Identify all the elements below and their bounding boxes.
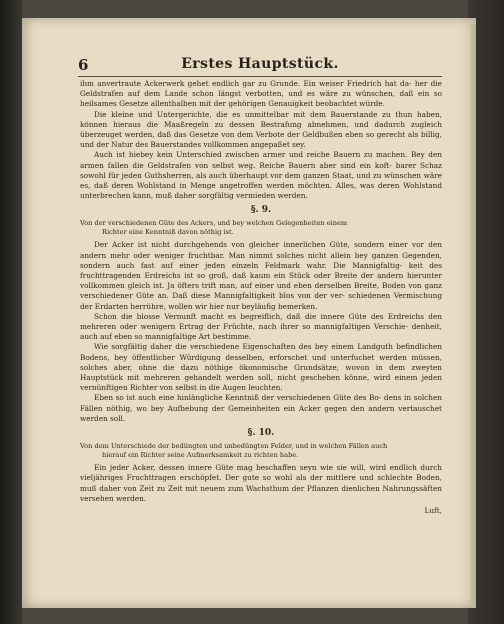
section-heading: §. 9. xyxy=(250,205,272,216)
section-summary-line: Von der verschiedenen Güte des Ackers, und bey welchen Gelegenheiten einem xyxy=(80,219,348,228)
header-rule xyxy=(78,76,442,77)
paragraph: Schon die blosse Vernunft macht es begreiflich, daß die innere Güte des Erdreichs den mehreren oder wenigern Ertrag der Früchte, nach ihrer so mannigfaltigen Verschie- denheit, auch auf eben so mannigfaltige Art bestimme. xyxy=(80,311,442,342)
page-text xyxy=(80,79,442,516)
page-edge xyxy=(470,24,476,604)
page-header xyxy=(78,56,442,74)
paragraph: Der Acker ist nicht durchgehends von gleicher innerlichen Güte, sondern einer vor den andern mehr oder weniger fruchtbar. Man nimmt solches nicht allein bey ganzen Gegenden, sondern auch fast auf einer jeden einzeln Feldmark wahr. Die Mannigfaltig- keit des fruchttragenden Erdreichs ist so groß, daß kaum ein Stück oder Breite der andern hierunter vollkommen gleich ist. Ja öfters trift man, auf einer und eben derselben Breite, Boden von ganz verschiedener Güte an. Daß diese Mannigfaltigkeit blos von der ver- schiedenen Vermischung der Erdarten herrühre, wollen wir hier nur beyläufig bemerken. xyxy=(80,240,442,311)
section-summary-line: Richter eine Kenntniß davon nöthig ist. xyxy=(102,228,234,237)
section-summary-line: Von dem Unterschiede der bedüngten und unbedüngten Felder, und in welchen Fällen auch xyxy=(80,442,388,451)
book-spine-shadow xyxy=(0,0,22,624)
section-summary xyxy=(80,219,442,237)
paragraph: ihm anvertraute Ackerwerk gehet endlich gar zu Grunde. Ein weiser Friedrich hat da- her die Geldstrafen auf dem Lande schon längst verbotten, und es wäre zu wünschen, daß ein so heilsames Gesetze allenthalben mit der gehörigen Genauigkeit beobachtet würde. xyxy=(80,79,442,109)
running-head: Erstes Hauptstück. xyxy=(181,56,339,72)
paragraph: Die kleine und Untergerichte, die es unmittelbar mit dem Bauerstande zu thun haben, können hieraus die Maaßregeln zu dessen Bestrafung abnehmen, und dadurch zugleich überzeuget werden, daß das Gesetze von dem Verbote der Geldbußen eben so gerecht als billig, und der Natur des Bauerstandes vollkommen angepaßet sey. xyxy=(80,109,442,150)
paragraph: Auch ist hiebey kein Unterschied zwischen armer und reiche Bauern zu machen. Bey den armen fallen die Geldstrafen von selbst weg. Reiche Bauern aber sind ein koft- barer Schaz sowohl für jeden Guthsherren, als auch überhaupt vor dem ganzen Staat, und zu wünschen wäre es, daß deren Wohlstand in Menge angetroffen werden möchten. Alles, was deren Wohlstand unterbrechen kann, muß daher sorgfältig vermieden werden. xyxy=(80,150,442,201)
section-summary xyxy=(80,442,442,460)
catchword: Luft, xyxy=(424,505,442,515)
section-summary-line: hierauf ein Richter seine Aufmerksamkeit zu richten habe. xyxy=(102,451,299,460)
page-number: 6 xyxy=(78,56,89,74)
section-heading: §. 10. xyxy=(247,428,275,439)
paragraph: Ein jeder Acker, dessen innere Güte mag beschaffen seyn wie sie will, wird endlich durch vieljähriges Fruchttragen erschöpfet. Der gute so wohl als der mittlere und schlechte Boden, muß daher von Zeit zu Zeit mit neuem zum Wachsthum der Pflanzen dienlichen Nahrungssäften versehen werden. xyxy=(80,463,442,503)
paragraph: Eben so ist auch eine hinlängliche Kenntniß der verschiedenen Güte des Bo- dens in solchen Fällen nöthig, wo bey Aufhebung der Gemeinheiten ein Acker gegen den andern vertauschet werden soll. xyxy=(80,393,442,423)
paragraph: Wie sorgfältig daher die verschiedene Eigenschaften des bey einem Landguth befindlichen Bodens, bey öffentlicher Würdigung desselben, erforschet und unterfuchet werden müssen, solches aber, ohne die dazu nöthige ökonomische Grundsätze, wovon in dem zweyten Hauptstück mit mehreren gehandelt werden soll, nicht geschehen könne, wird einem jeden vernünftigen Richter von selbst in die Augen leuchten. xyxy=(80,342,442,393)
